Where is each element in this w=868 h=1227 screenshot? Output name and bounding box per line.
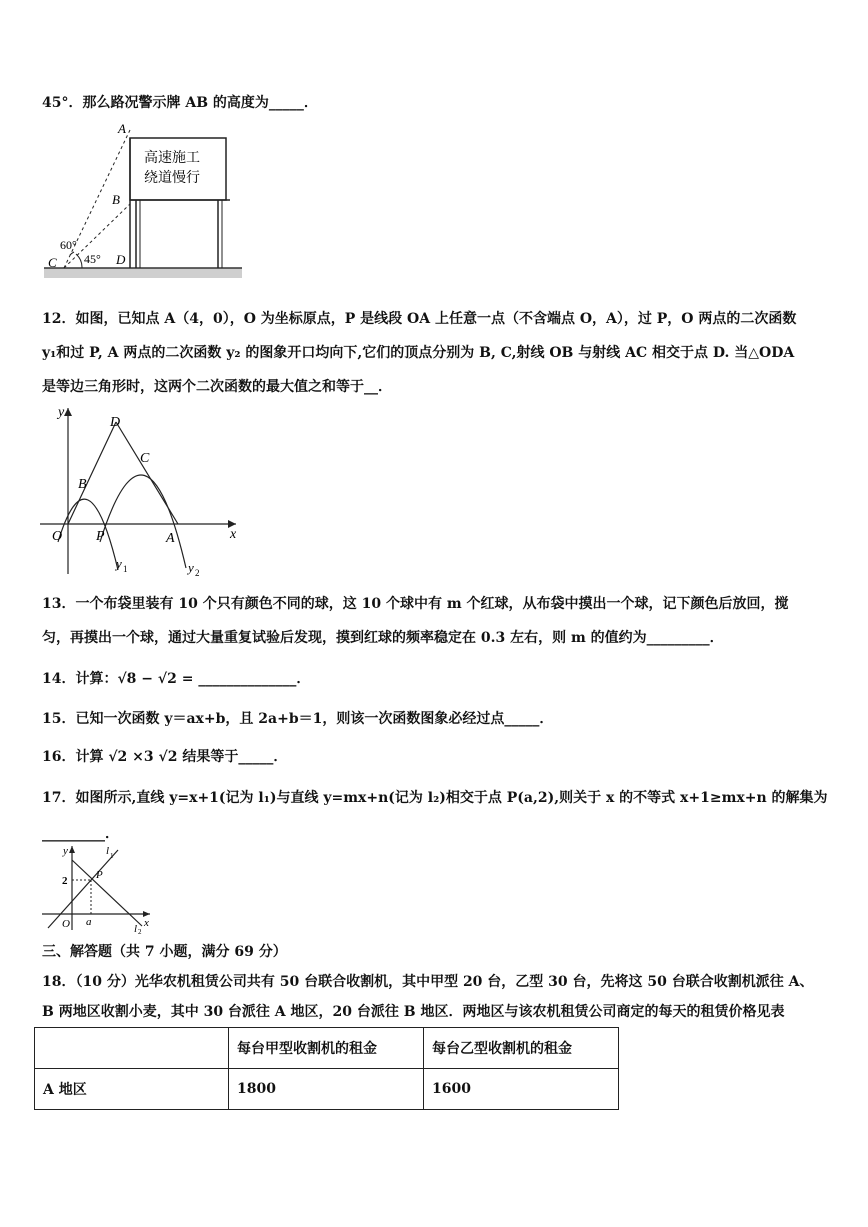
svg-text:1: 1 (110, 852, 114, 860)
svg-text:A: A (166, 531, 175, 546)
table-row (35, 1069, 619, 1110)
line-l2 (72, 860, 142, 926)
label-b: B (112, 192, 120, 207)
svg-text:y: y (188, 560, 194, 575)
svg-text:P: P (96, 529, 105, 544)
svg-text:y: y (63, 845, 68, 857)
angle-arc-45 (76, 254, 82, 268)
svg-text:x: x (144, 917, 149, 929)
table-header-cell: 每台乙型收割机的租金 (424, 1028, 619, 1069)
svg-text:l: l (106, 845, 110, 857)
table-cell: 1600 (424, 1069, 619, 1110)
table-header-cell (35, 1028, 229, 1069)
table-header-cell: 每台甲型收割机的租金 (229, 1028, 424, 1069)
svg-text:y: y (116, 556, 122, 571)
sign-text-1: 高速施工 (144, 151, 200, 166)
table-cell: A 地区 (35, 1069, 229, 1110)
svg-text:D: D (110, 415, 121, 430)
line-l1 (48, 850, 118, 928)
ground (44, 268, 242, 278)
q14-line (42, 668, 310, 688)
svg-text:O: O (52, 529, 63, 544)
svg-text:y: y (58, 405, 65, 420)
parabola-y2 (100, 475, 186, 568)
svg-text:l: l (134, 923, 138, 934)
ray-od (68, 422, 116, 524)
section-heading: 三、解答题（共 7 小题，满分 69 分） (42, 944, 287, 960)
angle-arc-60 (70, 252, 74, 255)
q13-line2: 匀，再摸出一个球，通过大量重复试验后发现，摸到红球的频率稳定在 0.3 左右，则 m 的值约为_________． (42, 630, 724, 646)
label-c: C (48, 255, 57, 270)
svg-text:C: C (140, 451, 150, 466)
q13-line1: 13．一个布袋里装有 10 个只有颜色不同的球，这 10 个球中有 m 个红球，从布袋中摸出一个球，记下颜色后放回，搅 (42, 596, 789, 612)
sign-text-2: 绕道慢行 (144, 171, 200, 186)
label-a: A (118, 121, 126, 136)
parabola-y1 (58, 499, 118, 570)
q11-text: 45°．那么路况警示牌 AB 的高度为_____． (42, 95, 318, 111)
label-60: 60° (60, 238, 77, 252)
svg-text:x: x (230, 527, 237, 542)
svg-text:a: a (86, 916, 92, 928)
q15-line: 15．已知一次函数 y＝ax+b，且 2a+b＝1，则该一次函数图象必经过点_____． (42, 711, 554, 727)
svg-text:2: 2 (62, 875, 68, 887)
rent-table (34, 1027, 619, 1110)
q11-figure (40, 118, 250, 300)
svg-text:2: 2 (195, 568, 200, 578)
q14-prefix: 14．计算： (42, 671, 118, 687)
table-header-row (35, 1028, 619, 1069)
svg-text:O: O (62, 918, 70, 930)
sign-board (130, 138, 226, 200)
q12-line1: 12．如图，已知点 A（4，0），O 为坐标原点，P 是线段 OA 上任意一点（不含端点 O，A），过 P，O 两点的二次函数 (42, 311, 797, 327)
svg-text:P: P (96, 869, 103, 881)
q14-blank: ______________． (198, 671, 311, 687)
svg-text:B: B (78, 477, 87, 492)
q12-figure (36, 402, 246, 582)
q17-line1: 17．如图所示,直线 y=x+1(记为 l₁)与直线 y=mx+n(记为 l₂)相交于点 P(a,2),则关于 x 的不等式 x+1≥mx+n 的解集为 (42, 790, 828, 806)
q17-figure (38, 842, 156, 934)
q18-line2: B 两地区收割小麦，其中 30 台派往 A 地区，20 台派往 B 地区．两地区与该农机租赁公司商定的每天的租赁价格见表 (42, 1004, 785, 1020)
label-45: 45° (84, 252, 101, 266)
table-cell: 1800 (229, 1069, 424, 1110)
q12-line2: y₁和过 P, A 两点的二次函数 y₂ 的图象开口均向下,它们的顶点分别为 B, C,射线 OB 与射线 AC 相交于点 D. 当△ODA (42, 345, 795, 361)
q17-line2: _________． (42, 826, 119, 842)
label-d: D (116, 252, 126, 267)
q18-line1: 18．（10 分）光华农机租赁公司共有 50 台联合收割机，其中甲型 20 台，乙型 30 台，先将这 50 台联合收割机派往 A、 (42, 974, 814, 990)
svg-text:1: 1 (123, 564, 128, 574)
q14-expression: √8 − √2 = (117, 671, 194, 687)
q12-line3: 是等边三角形时，这两个二次函数的最大值之和等于__． (42, 379, 392, 395)
q16-line: 16．计算 √2 ×3 √2 结果等于_____． (42, 749, 288, 765)
svg-text:2: 2 (138, 928, 142, 934)
